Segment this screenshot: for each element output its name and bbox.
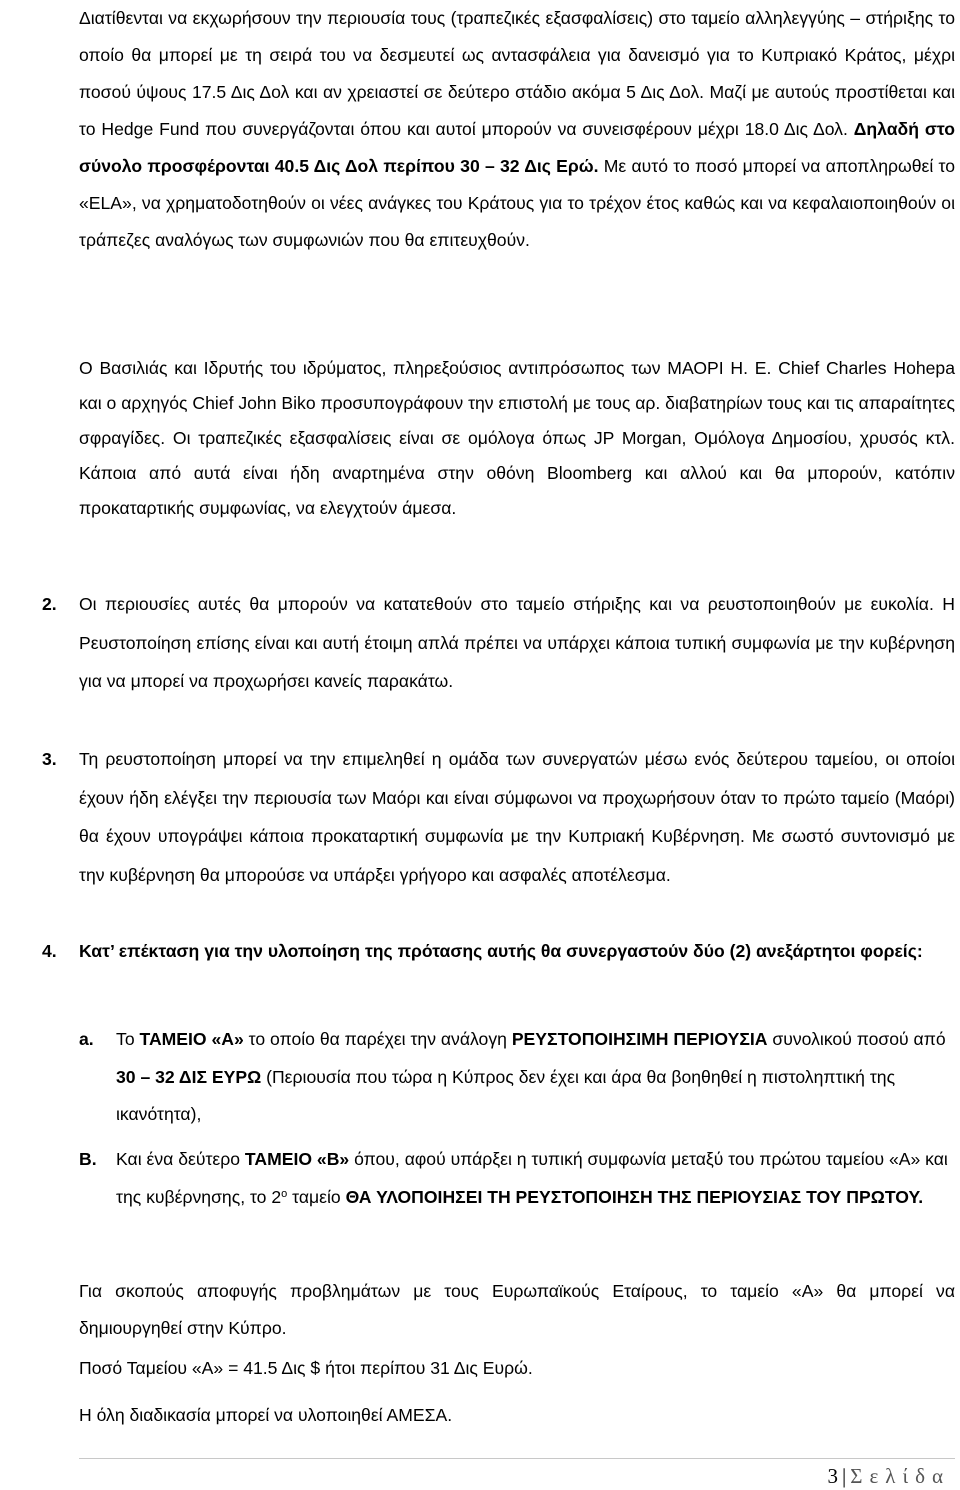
paragraph-text: Διατίθενται να εκχωρήσουν την περιουσία τους (τραπεζικές εξασφαλίσεις) στο ταμείο αλληλεγγύης – στήριξης το οποίο θα μπορεί με τη σειρά του να δεσμευτεί ως αντασφάλεια για δανεισμό για το Κυπριακό Κράτος, μέχρι ποσού ύψους 17.5 Δις Δολ και αν χρειαστεί σε δεύτερο στάδιο ακόμα 5 Δις Δολ. Μαζί με αυτούς προστίθεται και το Hedge Fund που συνεργάζονται όπου και αυτοί μπορούν να συνεισφέρουν μέχρι 18.0 Δις Δολ. bbox=[79, 8, 955, 139]
footer-separator: | bbox=[842, 1464, 847, 1488]
page-footer bbox=[828, 1464, 951, 1489]
sub-item-a bbox=[79, 1021, 955, 1134]
paragraph-collateral bbox=[79, 0, 955, 259]
page-label: Σελίδα bbox=[850, 1464, 950, 1488]
sub-item-text: Και ένα δεύτερο ΤΑΜΕΙΟ «Β» όπου, αφού υπάρξει η τυπική συμφωνία μεταξύ του πρώτου ταμείου «Α» και της κυβέρνησης, το $2^o$ ταμείο ΘΑ ΥΛΟΠΟΙΗΣΕΙ ΤΗ ΡΕΥΣΤΟΠΟΙΗΣΗ ΤΗΣ ΠΕΡΙΟΥΣΙΑΣ ΤΟΥ ΠΡΩΤΟΥ. bbox=[116, 1149, 948, 1207]
paragraph-eu-partners: Για σκοπούς αποφυγής προβλημάτων με τους Ευρωπαϊκούς Εταίρους, το ταμείο «Α» θα μπορεί να δημιουργηθεί στην Κύπρο. bbox=[79, 1281, 955, 1338]
list-number: 4. bbox=[42, 941, 57, 961]
sub-item-b bbox=[79, 1141, 955, 1216]
list-item-text: Κατ’ επέκταση για την υλοποίηση της πρότασης αυτής θα συνεργαστούν δύο (2) ανεξάρτητοι φορείς: bbox=[79, 941, 923, 961]
page-number: 3 bbox=[827, 1464, 838, 1488]
list-item-3 bbox=[42, 740, 955, 894]
total-offer-bold: Δηλαδή στο σύνολο προσφέρονται 40.5 Δις Δολ περίπου 30 – 32 Δις Ερώ. bbox=[79, 119, 955, 176]
paragraph-fund-amount: Ποσό Ταμείου «Α» = 41.5 Δις $ ήτοι περίπου 31 Δις Ευρώ. bbox=[79, 1358, 533, 1378]
sub-item-label: B. bbox=[79, 1149, 97, 1169]
list-item-text: Τη ρευστοποίηση μπορεί να την επιμεληθεί η ομάδα των συνεργατών μέσω ενός δεύτερου ταμείου, οι οποίοι έχουν ήδη ελέγξει την περιουσία των Μαόρι και είναι σύμφωνοι να προχωρήσουν όταν το πρώτο ταμείο (Μαόρι) θα έχουν υπογράψει κάποια προκαταρτική συμφωνία με την Κυπριακή Κυβέρνηση. Με σωστό συντονισμό με την κυβέρνηση θα μπορούσε να υπάρξει γρήγορο και ασφαλές αποτέλεσμα. bbox=[79, 749, 955, 885]
list-item-2 bbox=[42, 585, 955, 701]
sub-item-text: Το ΤΑΜΕΙΟ «Α» το οποίο θα παρέχει την ανάλογη ΡΕΥΣΤΟΠΟΙΗΣΙΜΗ ΠΕΡΙΟΥΣΙΑ συνολικού ποσού από 30 – 32 ΔΙΣ ΕΥΡΩ (Περιουσία που τώρα η Κύπρος δεν έχει και άρα θα βοηθηθεί η πιστοληπτική της ικανότητα), bbox=[116, 1029, 946, 1124]
footer-divider bbox=[79, 1458, 955, 1459]
paragraph-text: Με αυτό το ποσό μπορεί να αποπληρωθεί το «ELA», να χρηματοδοτηθούν οι νέες ανάγκες του Κράτους για το τρέχον έτος καθώς και να κεφαλαιοποιηθούν οι τράπεζες αναλόγως των συμφωνιών που θα επιτευχθούν. bbox=[79, 156, 955, 250]
list-item-4 bbox=[42, 932, 955, 971]
sub-item-label: a. bbox=[79, 1029, 94, 1049]
paragraph-immediate: Η όλη διαδικασία μπορεί να υλοποιηθεί ΑΜΕΣΑ. bbox=[79, 1405, 453, 1425]
list-number: 2. bbox=[42, 594, 57, 614]
list-item-text: Οι περιουσίες αυτές θα μπορούν να κατατεθούν στο ταμείο στήριξης και να ρευστοποιηθούν με ευκολία. Η Ρευστοποίηση επίσης είναι και αυτή έτοιμη απλά πρέπει να υπάρχει κάποια τυπική συμφωνία με την κυβέρνηση για να μπορεί να προχωρήσει κανείς παρακάτω. bbox=[79, 594, 955, 691]
list-number: 3. bbox=[42, 749, 57, 769]
paragraph-signatories: Ο Βασιλιάς και Ιδρυτής του ιδρύματος, πληρεξούσιος αντιπρόσωπος των ΜΑΟΡΙ Η. Ε. Chief Charles Hohepa και ο αρχηγός Chief John Biko προσυπογράφουν την επιστολή με τους αρ. διαβατηρίων τους και τις απαραίτητες σφραγίδες. Οι τραπεζικές εξασφαλίσεις είναι σε ομόλογα όπως JP Morgan, Ομόλογα Δημοσίου, χρυσός κτλ. Κάποια από αυτά είναι ήδη αναρτημένα στην οθόνη Bloomberg και αλλού και θα μπορούν, κατόπιν προκαταρτικής συμφωνίας, να ελεγχτούν άμεσα. bbox=[79, 358, 955, 518]
